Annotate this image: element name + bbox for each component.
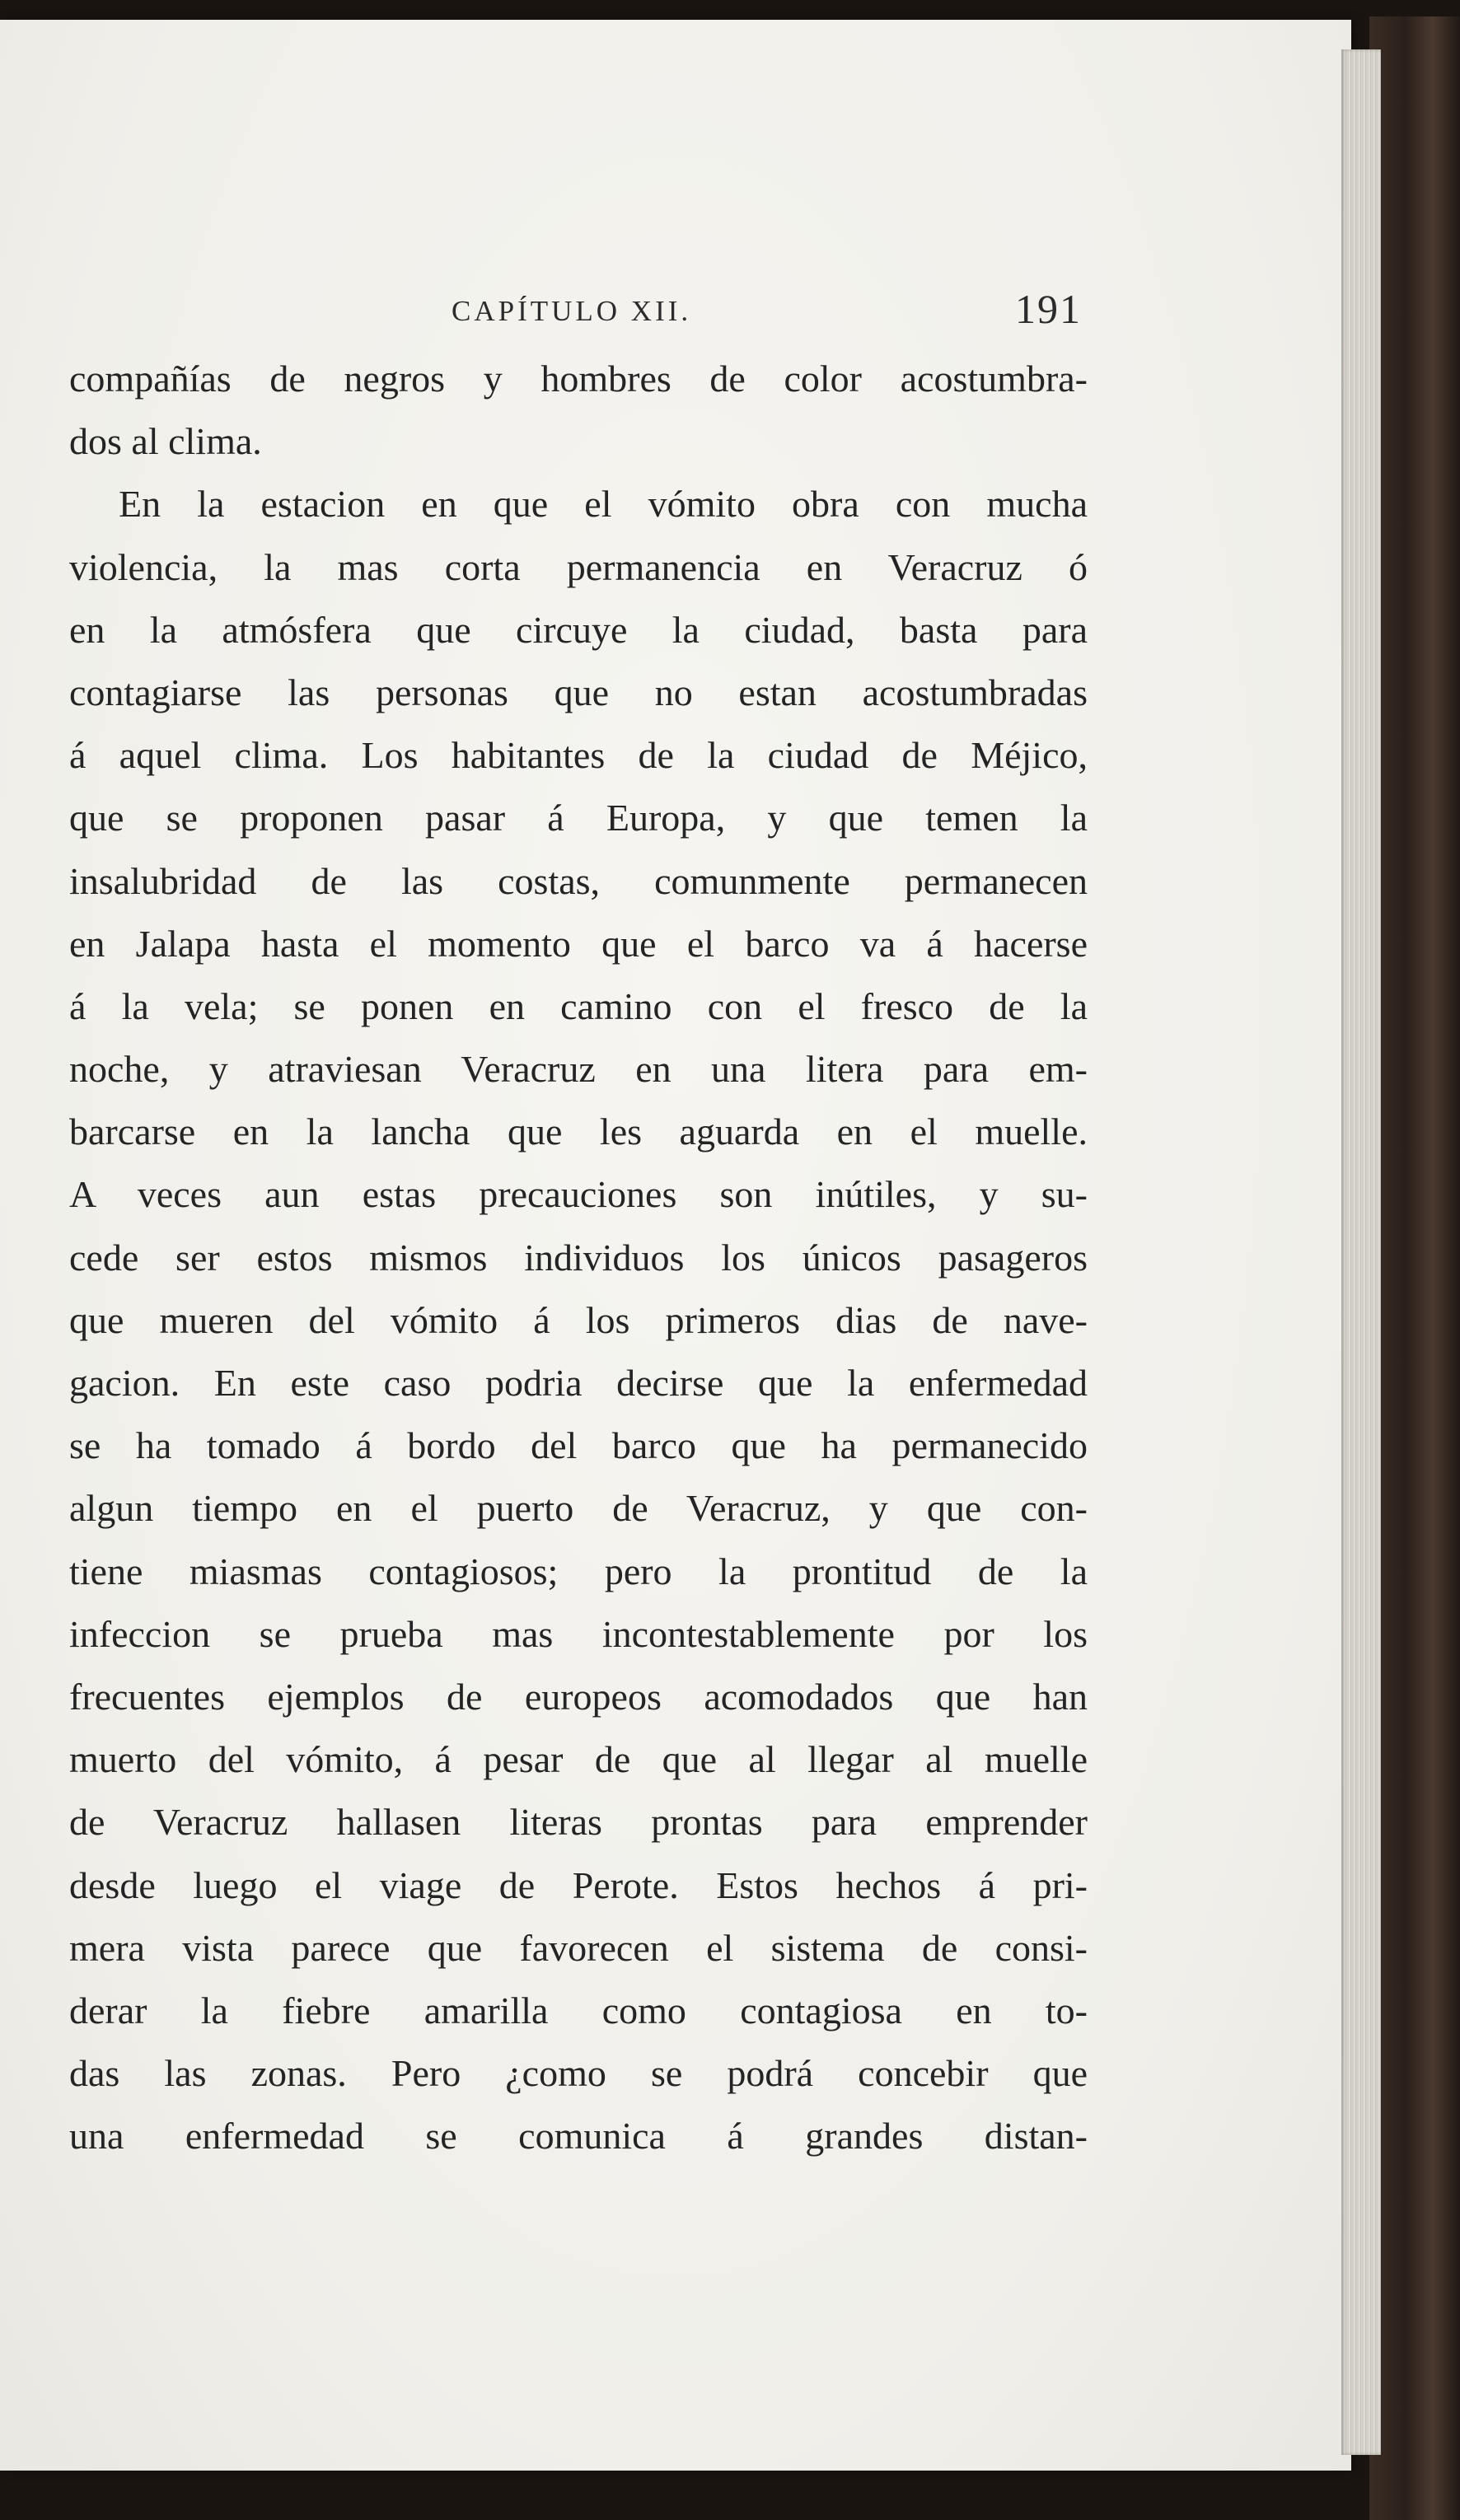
text-line: en Jalapa hasta el momento que el barco va á hacerse <box>69 922 1088 965</box>
text-line: á aquel clima. Los habitantes de la ciudad de Méjico, <box>69 734 1088 777</box>
text-line: gacion. En este caso podria decirse que la enfermedad <box>69 1362 1088 1404</box>
text-line: noche, y atraviesan Veracruz en una litera para em- <box>69 1048 1088 1091</box>
text-line: muerto del vómito, á pesar de que al llegar al muelle <box>69 1738 1088 1781</box>
text-line: á la vela; se ponen en camino con el fresco de la <box>69 984 1088 1027</box>
text-line: que se proponen pasar á Europa, y que temen la <box>69 797 1088 839</box>
page-number: 191 <box>1015 286 1082 332</box>
text-line: das las zonas. Pero ¿como se podrá concebir que <box>69 2052 1088 2095</box>
body-text <box>69 348 1088 2167</box>
text-line: contagiarse las personas que no estan acostumbradas <box>69 671 1088 713</box>
text-line: derar la fiebre amarilla como contagiosa en to- <box>69 1989 1088 2031</box>
page-leaf-edges <box>1341 49 1381 2455</box>
text-line: tiene miasmas contagiosos; pero la prontitud de la <box>69 1550 1088 1592</box>
text-line: de Veracruz hallasen literas prontas para emprender <box>69 1801 1088 1844</box>
text-line: barcarse en la lancha que les aguarda en el muelle. <box>69 1110 1088 1153</box>
text-line: que mueren del vómito á los primeros dias de nave- <box>69 1298 1088 1341</box>
text-line: una enfermedad se comunica á grandes distan- <box>69 2115 1088 2158</box>
text-line: algun tiempo en el puerto de Veracruz, y que con- <box>69 1487 1088 1530</box>
text-line: insalubridad de las costas, comunmente permanecen <box>69 859 1088 902</box>
text-line: En la estacion en que el vómito obra con mucha <box>119 483 1088 526</box>
running-head <box>0 285 1351 334</box>
text-line: se ha tomado á bordo del barco que ha permanecido <box>69 1424 1088 1467</box>
book-binding-edge <box>1369 16 1460 2520</box>
text-line: frecuentes ejemplos de europeos acomodados que han <box>69 1675 1088 1718</box>
text-line: desde luego el viage de Perote. Estos hechos á pri- <box>69 1863 1088 1906</box>
text-line: mera vista parece que favorecen el sistema de consi- <box>69 1926 1088 1969</box>
page-sheet <box>0 20 1351 2471</box>
text-line: compañías de negros y hombres de color acostumbra- <box>69 358 1088 400</box>
text-line: violencia, la mas corta permanencia en Veracruz ó <box>69 545 1088 588</box>
chapter-heading: CAPÍTULO XII. <box>452 295 692 327</box>
text-line: infeccion se prueba mas incontestablemente por los <box>69 1612 1088 1655</box>
text-line: en la atmósfera que circuye la ciudad, basta para <box>69 608 1088 651</box>
text-line: dos al clima. <box>69 420 262 463</box>
text-line: A veces aun estas precauciones son inútiles, y su- <box>69 1173 1088 1216</box>
text-line: cede ser estos mismos individuos los únicos pasageros <box>69 1236 1088 1279</box>
